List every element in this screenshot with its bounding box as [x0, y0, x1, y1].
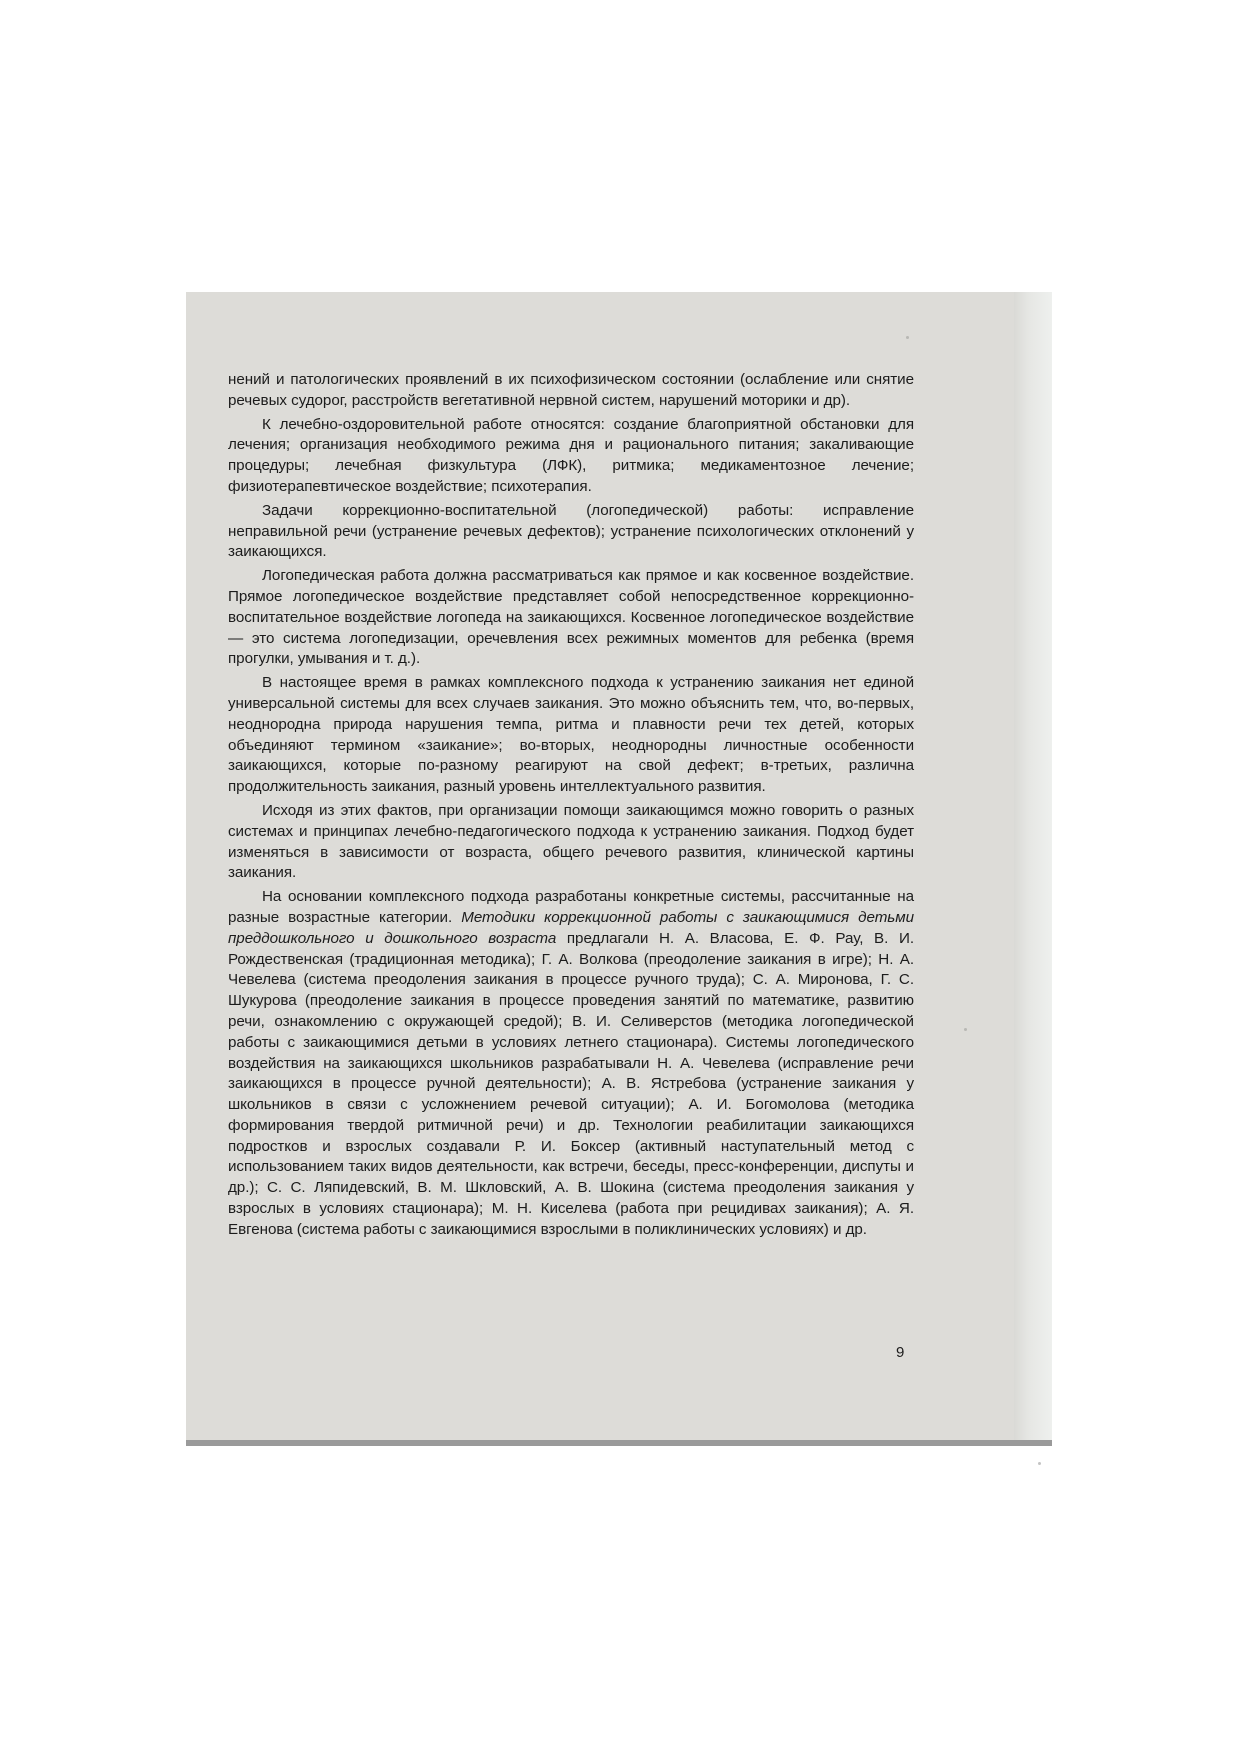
- paragraph: Исходя из этих фактов, при организации помощи заикающимся можно говорить о разных системах и принципах лечебно-педагогического подхода к устранению заикания. Подход будет изменяться в зависимости от возраста, общего речевого развития, клинической картины заикания.: [228, 801, 914, 882]
- paragraph: К лечебно-оздоровительной работе относятся: создание благоприятной обстановки для лечения; организация необходимого режима дня и рационального питания; закаливающие процедуры; лечебная физкультура (ЛФК), ритмика; медикаментозное лечение; физиотерапевтическое воздействие; психотерапия.: [228, 415, 914, 495]
- paragraph: Логопедическая работа должна рассматриваться как прямое и как косвенное воздействие. Прямое логопедическое воздействие представляет собой непосредственное коррекционно-воспитательное воздействие логопеда на заикающихся. Косвенное логопедическое воздействие — это система логопедизации, оречевления всех режимных моментов для ребенка (время прогулки, умывания и т. д.).: [228, 567, 914, 668]
- paragraph-methods: [228, 887, 914, 1241]
- scan-speck: [964, 1028, 967, 1031]
- paragraph-italic-term: Методики коррекционной работы с заикающимися детьми преддошкольного и дошкольного возраста: [228, 908, 914, 947]
- paragraph-lead: На основании комплексного подхода разработаны конкретные системы, рассчитанные на разные возрастные категории.: [228, 888, 914, 926]
- page-text: [228, 370, 914, 1244]
- scan-page-edge: [1014, 292, 1052, 1444]
- paragraph-continuation: нений и патологических проявлений в их психофизическом состоянии (ослабление или снятие речевых судорог, расстройств вегетативной нервной систем, нарушений моторики и др).: [228, 371, 914, 409]
- scan-speck: [1038, 1462, 1041, 1465]
- scan-bottom-edge: [186, 1440, 1052, 1446]
- page-number: 9: [896, 1344, 905, 1361]
- paragraph: В настоящее время в рамках комплексного подхода к устранению заикания нет единой универсальной системы для всех случаев заикания. Это можно объяснить тем, что, во-первых, неоднородна природа нарушения темпа, ритма и плавности речи тех детей, которых объединяют термином «заикание»; во-вторых, неоднородны личностные особенности заикающихся, которые по-разному реагируют на свой дефект; в-третьих, различна продолжительность заикания, разный уровень интеллектуального развития.: [228, 674, 914, 796]
- paragraph: Задачи коррекционно-воспитательной (логопедической) работы: исправление неправильной речи (устранение речевых дефектов); устранение психологических отклонений у заикающихся.: [228, 501, 914, 561]
- scan-speck: [906, 336, 909, 339]
- paragraph-rest: предлагали Н. А. Власова, Е. Ф. Рау, В. И. Рождественская (традиционная методика); Г. А. Волкова (преодоление заикания в игре); Н. А. Чевелева (система преодоления заикания в процессе ручного труда); С. А. Миронова, Г. С. Шукурова (преодоление заикания в процессе проведения занятий по математике, развитию речи, ознакомлению с окружающей средой); В. И. Селиверстов (методика логопедической работы с заикающимися детьми в условиях летнего стационара). Системы логопедического воздействия на заикающихся школьников разрабатывали Н. А. Чевелева (исправление речи заикающихся в процессе ручной деятельности); А. В. Ястребова (устранение заикания у школьников в связи с усложнением речевой ситуации); А. И. Богомолова (методика формирования твердой ритмичной речи) и др. Технологии реабилитации заикающихся подростков и взрослых создавали Р. И. Боксер (активный наступательный метод с использованием таких видов деятельности, как встречи, беседы, пресс-конференции, диспуты и др.); С. С. Ляпидевский, В. М. Шкловский, А. В. Шокина (система преодоления заикания у взрослых в условиях стационара); М. Н. Киселева (работа при рецидивах заикания); А. Я. Евгенова (система работы с заикающимися взрослыми в поликлинических условиях) и др.: [228, 929, 914, 1238]
